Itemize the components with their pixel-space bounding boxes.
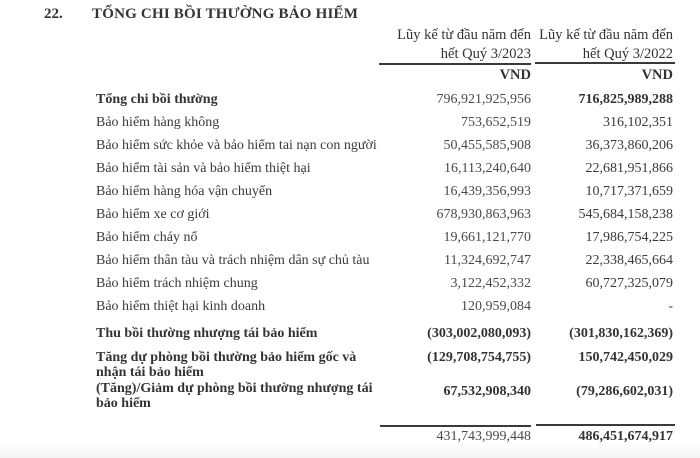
row-label: Bảo hiểm hàng không xyxy=(96,115,220,130)
total-rule-top-2022 xyxy=(536,424,675,426)
table-row-reinsurance-recoveries xyxy=(0,326,700,346)
unit-label-2023: VND xyxy=(499,67,531,83)
column-header-line2: hết Quý 3/2022 xyxy=(582,46,673,62)
row-label: Bảo hiểm hàng hóa vận chuyển xyxy=(96,184,273,199)
row-label: Bảo hiểm thiệt hại kinh doanh xyxy=(96,299,266,314)
value-2023: 753,652,519 xyxy=(461,115,531,130)
table-row-total-claims xyxy=(0,92,700,112)
section-title: TỔNG CHI BỒI THƯỜNG BẢO HIỂM xyxy=(92,6,359,22)
table-row xyxy=(0,230,700,250)
table-row xyxy=(0,207,700,227)
value-2022: 36,373,860,206 xyxy=(585,138,673,153)
table-row xyxy=(0,276,700,296)
table-row xyxy=(0,138,700,158)
table-row xyxy=(0,161,700,181)
unit-label-2022: VND xyxy=(641,67,673,83)
value-2023: 678,930,863,963 xyxy=(436,207,531,222)
value-2022: 316,102,351 xyxy=(603,115,673,130)
table-row xyxy=(0,115,700,135)
row-label: Tăng dự phòng bồi thường bảo hiểm gốc và nhận tái bảo hiểm xyxy=(96,350,357,380)
column-header-line1: Lũy kế từ đầu năm đến xyxy=(397,27,531,43)
section-number: 22. xyxy=(44,6,63,22)
column-header-2023 xyxy=(381,26,531,64)
row-label: Bảo hiểm cháy nổ xyxy=(96,230,198,245)
table-row xyxy=(0,184,700,204)
row-label: Bảo hiểm thân tàu và trách nhiệm dân sự chủ tàu xyxy=(96,253,370,268)
page-bottom-shadow xyxy=(0,444,700,458)
header-rule-2022 xyxy=(535,62,675,64)
value-2023: 11,324,692,747 xyxy=(444,253,531,268)
value-2022: 22,681,951,866 xyxy=(585,161,673,176)
value-2023: (129,708,754,755) xyxy=(427,350,531,365)
row-label: Thu bồi thường nhượng tái bảo hiểm xyxy=(96,326,318,341)
value-2022: 22,338,465,664 xyxy=(585,253,673,268)
value-2022: 60,727,325,079 xyxy=(585,276,673,291)
value-2023: 19,661,121,770 xyxy=(443,230,531,245)
column-header-2022 xyxy=(523,26,673,64)
header-rule-2023 xyxy=(379,63,531,65)
value-2023: 3,122,452,332 xyxy=(450,276,531,291)
value-2023: 16,113,240,640 xyxy=(444,161,531,176)
row-label: Bảo hiểm tài sản và bảo hiểm thiệt hại xyxy=(96,161,311,176)
table-row-provision-increase xyxy=(0,350,700,380)
table-row-provision-change xyxy=(0,381,700,411)
value-2022: 150,742,450,029 xyxy=(578,350,673,365)
value-2022: (301,830,162,369) xyxy=(569,326,673,341)
table-row xyxy=(0,253,700,273)
value-2023: 16,439,356,993 xyxy=(443,184,531,199)
value-2023: 796,921,925,956 xyxy=(436,92,531,107)
total-2022: 486,451,674,917 xyxy=(578,429,673,444)
value-2023: 120,959,084 xyxy=(461,299,531,314)
row-label: Bảo hiểm trách nhiệm chung xyxy=(96,276,258,291)
value-2022: 716,825,989,288 xyxy=(578,92,673,107)
total-rule-top-2023 xyxy=(380,425,531,427)
value-2023: 50,455,585,908 xyxy=(443,138,531,153)
row-label: (Tăng)/Giảm dự phòng bồi thường nhượng tái bảo hiểm xyxy=(96,381,373,411)
value-2022: 545,684,158,238 xyxy=(578,207,673,222)
value-2022: 17,986,754,225 xyxy=(585,230,673,245)
table-row xyxy=(0,299,700,319)
row-label: Bảo hiểm sức khỏe và bảo hiểm tai nạn con người xyxy=(96,138,377,153)
value-2023: (303,002,080,093) xyxy=(427,326,531,341)
total-2023: 431,743,999,448 xyxy=(436,429,531,444)
value-2022: (79,286,602,031) xyxy=(576,384,673,399)
value-2023: 67,532,908,340 xyxy=(443,384,531,399)
row-label: Tổng chi bồi thường xyxy=(96,92,218,107)
value-2022: - xyxy=(668,299,673,314)
column-header-line1: Lũy kế từ đầu năm đến xyxy=(539,27,673,43)
value-2022: 10,717,371,659 xyxy=(585,184,673,199)
row-label: Bảo hiểm xe cơ giới xyxy=(96,207,210,222)
column-header-line2: hết Quý 3/2023 xyxy=(440,46,531,62)
